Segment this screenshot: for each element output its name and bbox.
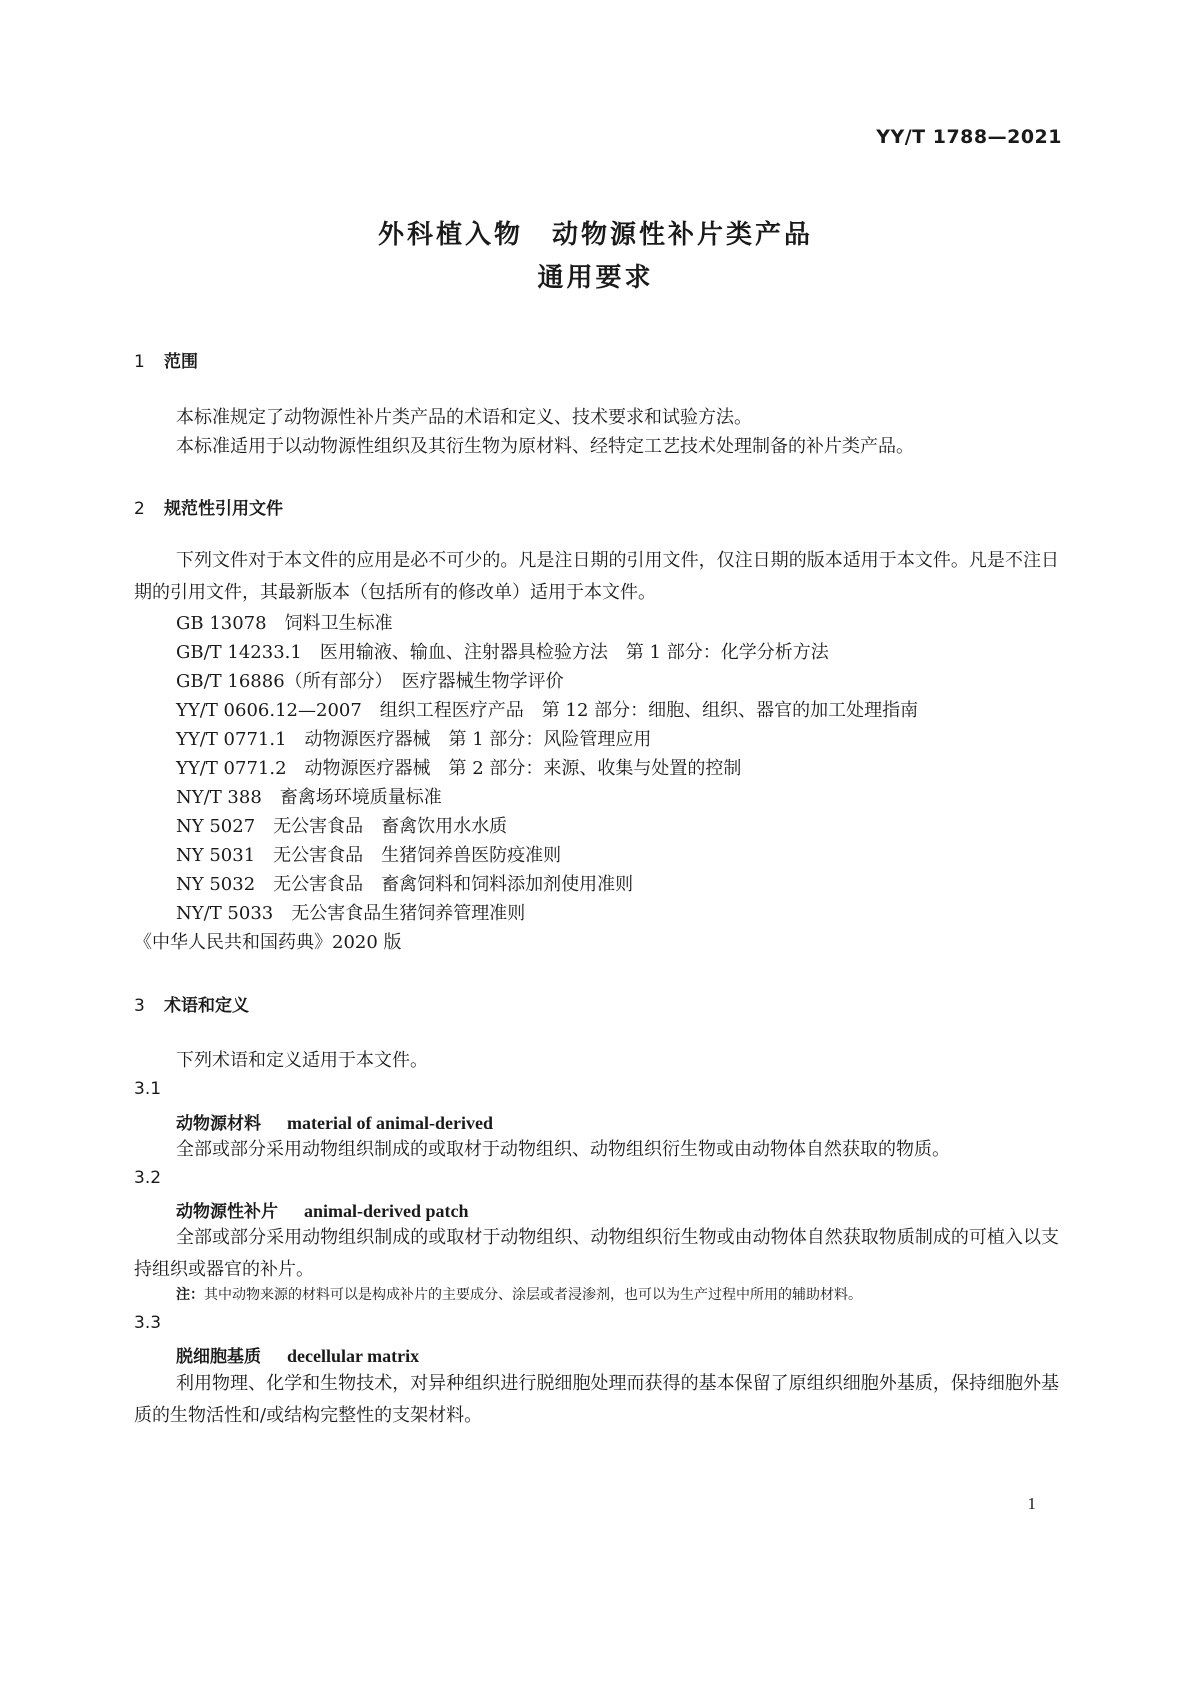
- term-english: decellular matrix: [287, 1346, 420, 1366]
- section-title: 术语和定义: [164, 996, 249, 1016]
- term-heading: [176, 1197, 469, 1222]
- scope-paragraph-2: 本标准适用于以动物源性组织及其衍生物为原材料、经特定工艺技术处理制备的补片类产品。: [176, 436, 914, 457]
- term-chinese: 动物源性补片: [176, 1202, 278, 1222]
- reference-item: NY 5027 无公害食品 畜禽饮用水水质: [176, 816, 508, 837]
- term-number: 3.2: [134, 1168, 162, 1188]
- section-number: 1: [134, 352, 145, 372]
- section-3-heading: [134, 991, 249, 1016]
- note-label: 注：: [176, 1287, 204, 1303]
- term-english: material of animal-derived: [287, 1113, 493, 1133]
- section-2-heading: [134, 494, 283, 519]
- references-intro: 下列文件对于本文件的应用是必不可少的。凡是注日期的引用文件，仅注日期的版本适用于本文件。凡是不注日期的引用文件，其最新版本（包括所有的修改单）适用于本文件。: [134, 550, 1059, 603]
- standard-code: YY/T 1788—2021: [876, 126, 1062, 148]
- reference-item: YY/T 0771.1 动物源医疗器械 第 1 部分：风险管理应用: [176, 729, 652, 750]
- reference-item: YY/T 0606.12—2007 组织工程医疗产品 第 12 部分：细胞、组织、器官的加工处理指南: [176, 700, 919, 721]
- reference-item: 《中华人民共和国药典》2020 版: [134, 932, 402, 953]
- term-definition: 利用物理、化学和生物技术，对异种组织进行脱细胞处理而获得的基本保留了原组织细胞外基质，保持细胞外基质的生物活性和/或结构完整性的支架材料。: [134, 1373, 1059, 1426]
- term-heading: [176, 1342, 419, 1367]
- reference-item: GB/T 16886（所有部分） 医疗器械生物学评价: [176, 671, 564, 692]
- term-heading: [176, 1109, 493, 1134]
- term-number: 3.3: [134, 1313, 162, 1333]
- term-note: [176, 1284, 862, 1304]
- page-number: 1: [1027, 1494, 1036, 1513]
- section-number: 2: [134, 499, 145, 519]
- reference-item: NY 5031 无公害食品 生猪饲养兽医防疫准则: [176, 845, 562, 866]
- note-text: 其中动物来源的材料可以是构成补片的主要成分、涂层或者浸渗剂，也可以为生产过程中所用的辅助材料。: [204, 1287, 862, 1303]
- term-english: animal-derived patch: [304, 1201, 469, 1221]
- reference-item: NY/T 388 畜禽场环境质量标准: [176, 787, 442, 808]
- section-title: 规范性引用文件: [164, 499, 283, 519]
- section-title: 范围: [164, 352, 198, 372]
- term-number: 3.1: [134, 1079, 162, 1099]
- reference-item: NY/T 5033 无公害食品生猪饲养管理准则: [176, 903, 526, 924]
- scope-paragraph-1: 本标准规定了动物源性补片类产品的术语和定义、技术要求和试验方法。: [176, 407, 752, 428]
- term-definition: 全部或部分采用动物组织制成的或取材于动物组织、动物组织衍生物或由动物体自然获取的物质。: [176, 1139, 950, 1160]
- section-1-heading: [134, 347, 198, 372]
- document-title-line2: 通用要求: [537, 263, 654, 293]
- term-chinese: 动物源材料: [176, 1114, 261, 1134]
- section-number: 3: [134, 996, 145, 1016]
- document-title-line1: 外科植入物 动物源性补片类产品: [377, 220, 813, 250]
- terms-intro: 下列术语和定义适用于本文件。: [176, 1050, 428, 1071]
- reference-item: YY/T 0771.2 动物源医疗器械 第 2 部分：来源、收集与处置的控制: [176, 758, 742, 779]
- term-definition: 全部或部分采用动物组织制成的或取材于动物组织、动物组织衍生物或由动物体自然获取物质制成的可植入以支持组织或器官的补片。: [134, 1227, 1059, 1280]
- reference-item: GB/T 14233.1 医用输液、输血、注射器具检验方法 第 1 部分：化学分析方法: [176, 642, 829, 663]
- term-chinese: 脱细胞基质: [176, 1347, 261, 1367]
- reference-item: GB 13078 饲料卫生标准: [176, 613, 393, 634]
- reference-item: NY 5032 无公害食品 畜禽饲料和饲料添加剂使用准则: [176, 874, 634, 895]
